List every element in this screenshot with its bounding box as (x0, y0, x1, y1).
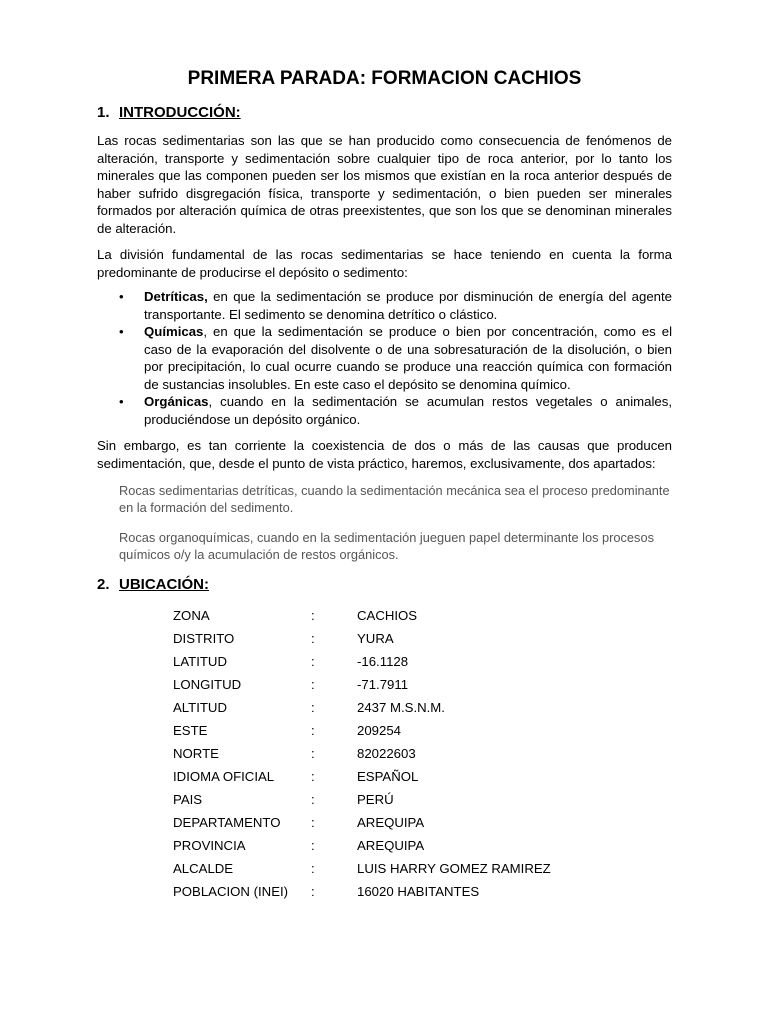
table-row (173, 650, 551, 673)
table-row (173, 788, 551, 811)
table-row (173, 627, 551, 650)
row-separator: : (311, 654, 315, 669)
section-heading-ubicacion (97, 576, 672, 594)
bullet-icon: • (119, 289, 124, 304)
row-key: ALTITUD (173, 700, 227, 715)
quote-organoquimicas: Rocas organoquímicas, cuando en la sedimentación jueguen papel determinante los procesos químicos o/y la acumulación de restos orgánicos. (119, 530, 654, 562)
row-value: LUIS HARRY GOMEZ RAMIREZ (357, 861, 551, 876)
row-separator: : (311, 700, 315, 715)
row-key: ESTE (173, 723, 208, 738)
list-item (97, 288, 672, 323)
table-row (173, 811, 551, 834)
row-key: LATITUD (173, 654, 227, 669)
row-value: -71.7911 (357, 677, 409, 692)
row-separator: : (311, 838, 315, 853)
section-title: UBICACIÓN: (119, 576, 209, 593)
list-item (97, 393, 672, 428)
quote-detriticas: Rocas sedimentarias detríticas, cuando la sedimentación mecánica sea el proceso predominante en la formación del sedimento. (119, 483, 670, 515)
intro-paragraph-1: Las rocas sedimentarias son las que se han producido como consecuencia de fenómenos de alteración, transporte y sedimentación sobre cualquier tipo de roca anterior, por lo tanto los minerales que las componen pueden ser los mismos que existían en la roca anterior después de haber sufrido disgregación física, transporte y sedimentación, o bien pueden ser minerales formados por alteración química de otras preexistentes, que son los que se denominan minerales de alteración. (97, 133, 672, 236)
row-value: AREQUIPA (357, 815, 425, 830)
intro-paragraph-2: La división fundamental de las rocas sedimentarias se hace teniendo en cuenta la forma predominante de producirse el depósito o sedimento: (97, 247, 672, 280)
location-table (173, 604, 551, 903)
list-item (97, 323, 672, 393)
table-row (173, 696, 551, 719)
page-title: PRIMERA PARADA: FORMACION CACHIOS (187, 68, 582, 89)
table-row (173, 834, 551, 857)
row-value: 2437 M.S.N.M. (357, 700, 445, 715)
bullet-text: , cuando en la sedimentación se acumulan restos vegetales o animales, produciéndose un depósito orgánico. (144, 394, 672, 427)
row-separator: : (311, 746, 315, 761)
row-value: CACHIOS (357, 608, 418, 623)
table-row (173, 719, 551, 742)
row-key: ZONA (173, 608, 210, 623)
row-value: ESPAÑOL (357, 769, 419, 784)
row-separator: : (311, 815, 315, 830)
row-key: PROVINCIA (173, 838, 246, 853)
row-separator: : (311, 884, 315, 899)
row-key: IDIOMA OFICIAL (173, 769, 275, 784)
row-separator: : (311, 677, 315, 692)
bullet-text: en que la sedimentación se produce por disminución de energía del agente transportante. El sedimento se denomina detrítico o clástico. (144, 289, 672, 322)
table-row (173, 765, 551, 788)
row-value: 209254 (357, 723, 402, 738)
bullet-term: Orgánicas (144, 394, 209, 409)
section-number: 1. (97, 104, 110, 121)
row-value: 16020 HABITANTES (357, 884, 480, 899)
bullet-icon: • (119, 324, 124, 339)
row-key: NORTE (173, 746, 219, 761)
row-separator: : (311, 608, 315, 623)
bullet-list (97, 288, 672, 428)
row-key: DEPARTAMENTO (173, 815, 281, 830)
bullet-term: Detríticas, (144, 289, 208, 304)
row-key: ALCALDE (173, 861, 234, 876)
row-value: AREQUIPA (357, 838, 425, 853)
row-value: YURA (357, 631, 394, 646)
table-row (173, 880, 551, 903)
section-number: 2. (97, 576, 110, 593)
bullet-term: Químicas (144, 324, 204, 339)
table-row (173, 857, 551, 880)
row-separator: : (311, 631, 315, 646)
row-key: DISTRITO (173, 631, 235, 646)
table-row (173, 604, 551, 627)
row-value: 82022603 (357, 746, 416, 761)
row-value: -16.1128 (357, 654, 409, 669)
section-heading-introduccion (97, 104, 672, 122)
row-separator: : (311, 723, 315, 738)
bullet-text: , en que la sedimentación se produce o bien por concentración, como es el caso de la evaporación del disolvente o de una sobresaturación de la disolución, o bien por precipitación, lo cual ocurre cuando se produce una reacción química con formación de sustancias insolubles. En este caso el depósito se denomina químico. (144, 324, 672, 392)
row-value: PERÚ (357, 792, 394, 807)
row-separator: : (311, 861, 315, 876)
table-row (173, 673, 551, 696)
row-key: PAIS (173, 792, 203, 807)
row-separator: : (311, 769, 315, 784)
row-separator: : (311, 792, 315, 807)
row-key: LONGITUD (173, 677, 242, 692)
row-key: POBLACION (INEI) (173, 884, 289, 899)
table-row (173, 742, 551, 765)
intro-paragraph-3: Sin embargo, es tan corriente la coexistencia de dos o más de las causas que producen sedimentación, que, desde el punto de vista práctico, haremos, exclusivamente, dos apartados: (97, 438, 672, 471)
bullet-icon: • (119, 394, 124, 409)
section-title: INTRODUCCIÓN: (119, 104, 241, 121)
